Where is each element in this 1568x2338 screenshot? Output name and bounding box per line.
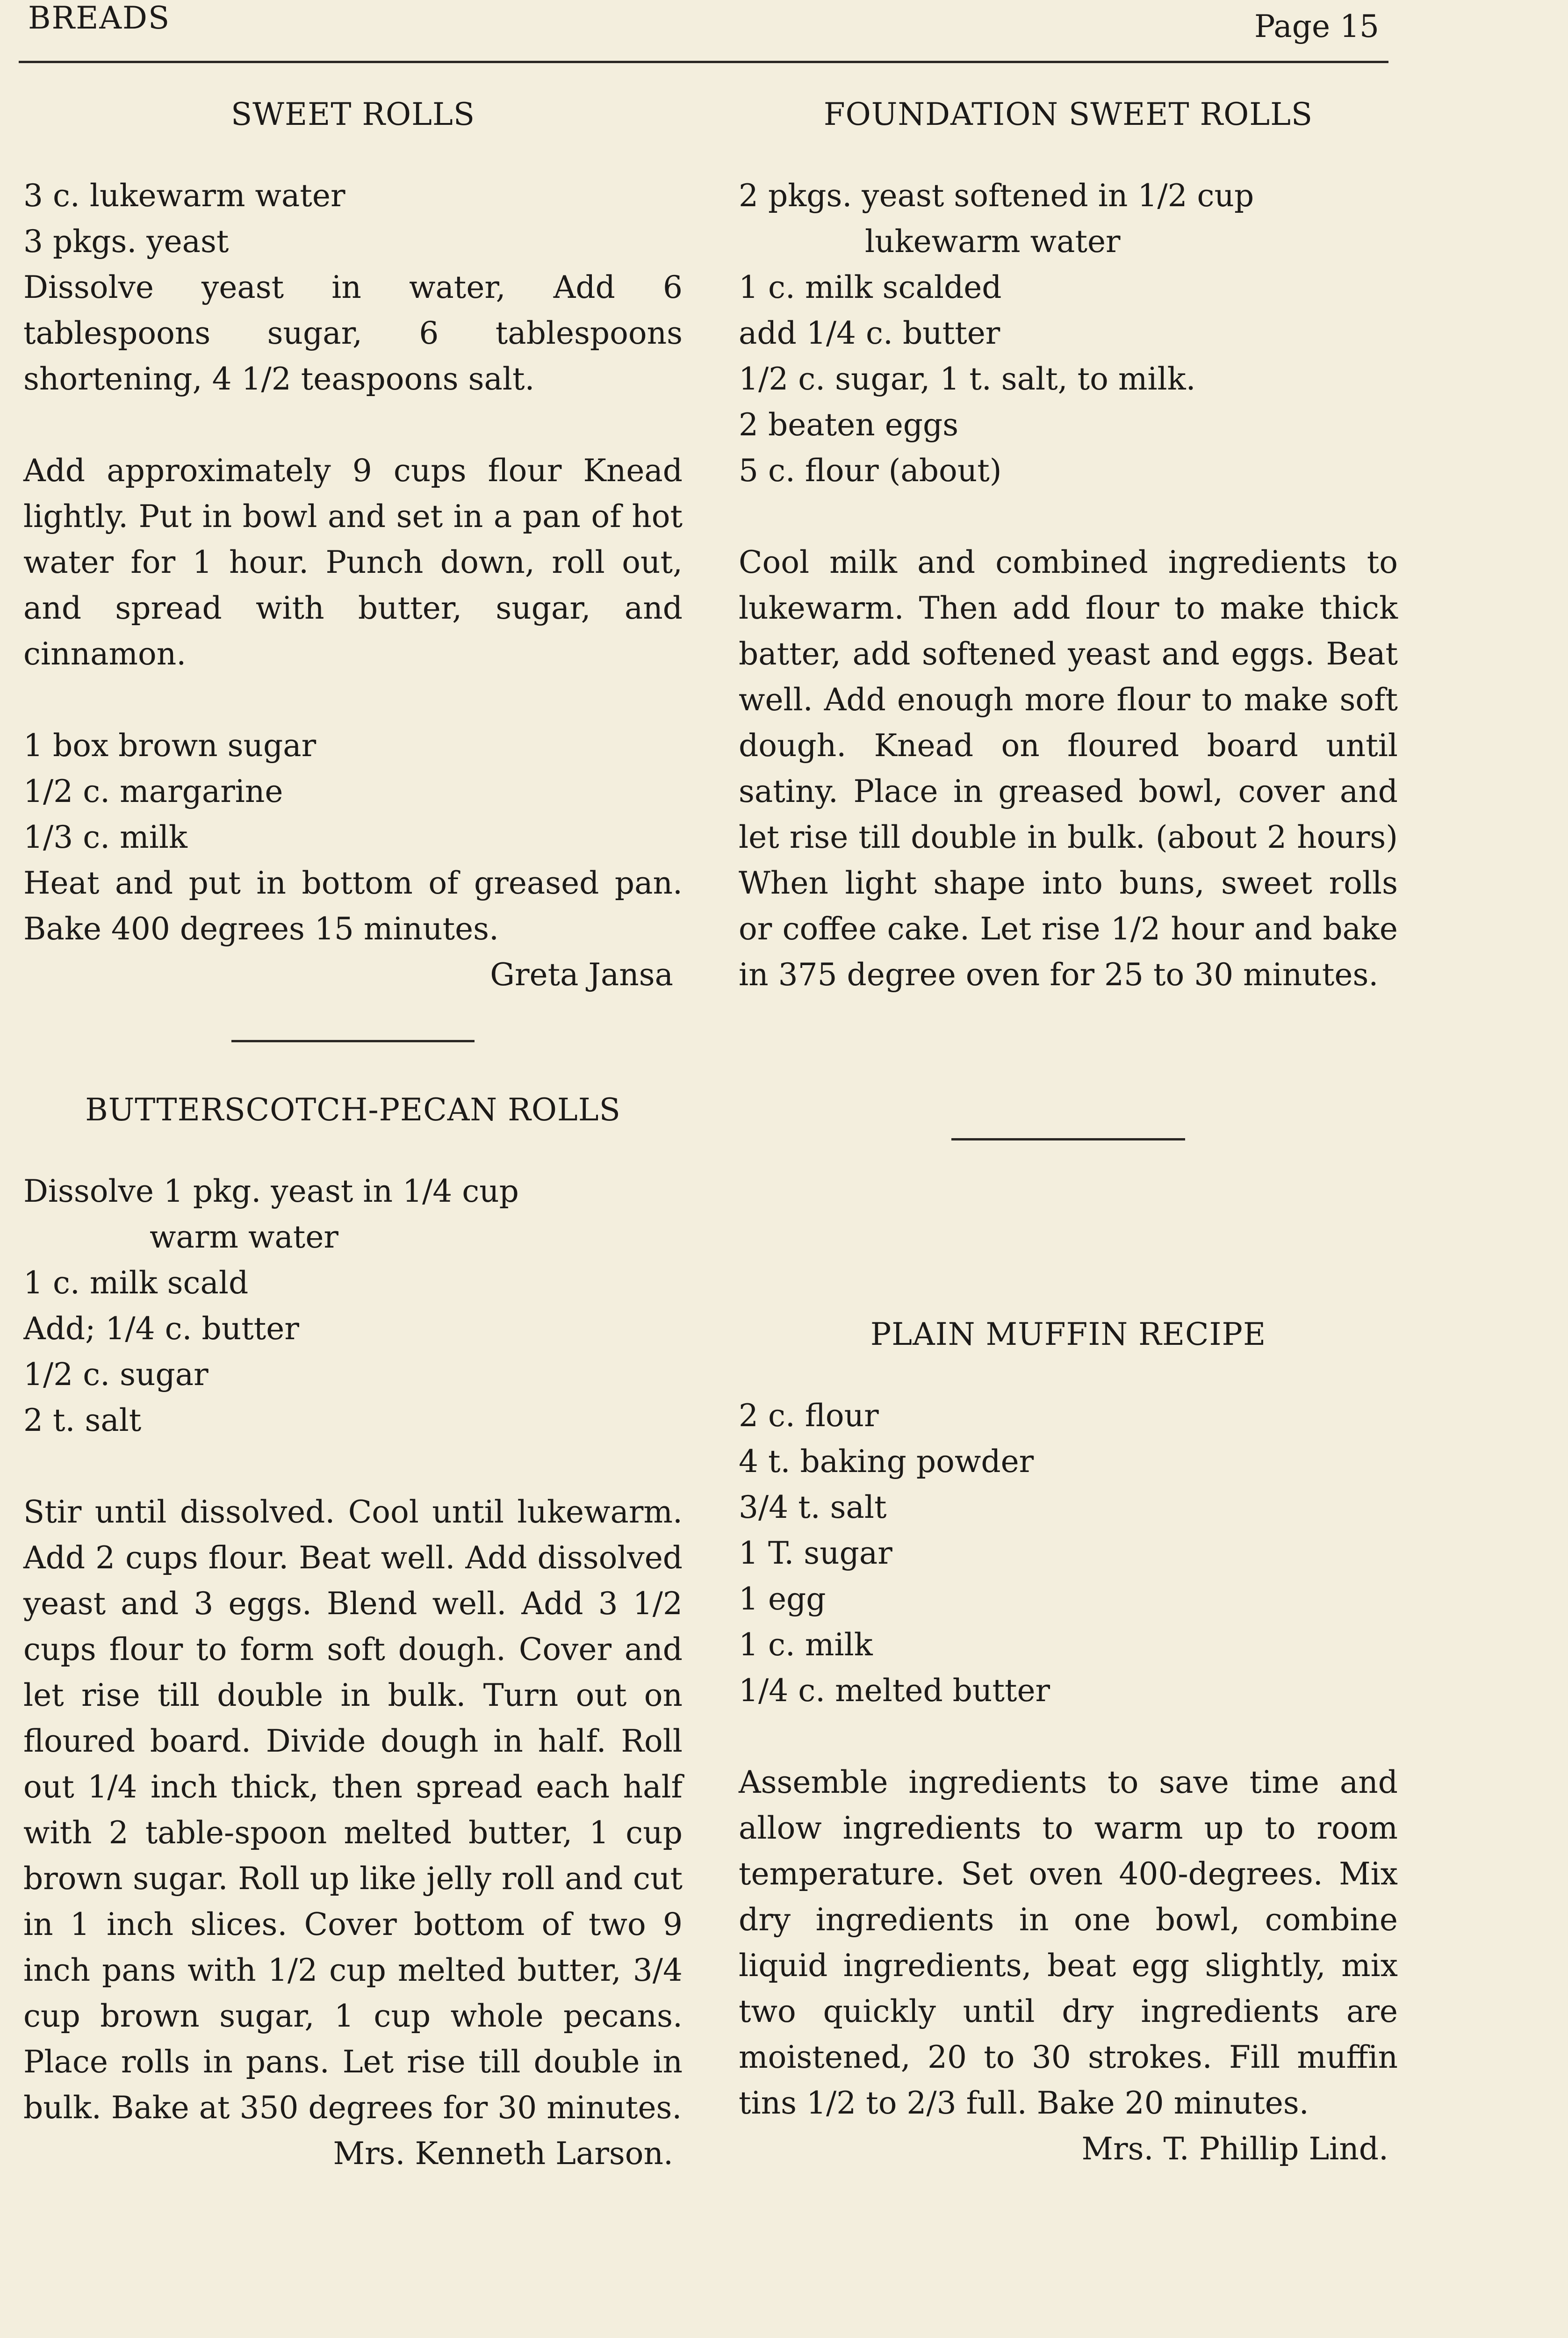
ingredient-line: 1/4 c. melted butter <box>739 1673 1050 1709</box>
instructions-paragraph: Add approximately 9 cups flour Knead lightly. Put in bowl and set in a pan of hot water for 1 hour. Punch down, roll out, and spread with butter, sugar, and cinnamon. <box>23 453 683 672</box>
ingredient-line: 1 c. milk scald <box>23 1265 249 1301</box>
ingredient-line: 1/2 c. sugar, 1 t. salt, to milk. <box>739 361 1196 397</box>
instructions-paragraph: Dissolve yeast in water, Add 6 tablespoons sugar, 6 tablespoons shortening, 4 1/2 teaspoons salt. <box>23 269 683 397</box>
ingredient-line: 1/3 c. milk <box>23 819 187 855</box>
recipe-title: FOUNDATION SWEET ROLLS <box>823 96 1313 132</box>
recipe-author: Mrs. Kenneth Larson. <box>333 2136 673 2172</box>
recipe-title: PLAIN MUFFIN RECIPE <box>870 1316 1266 1352</box>
ingredient-line: 2 beaten eggs <box>739 407 959 443</box>
ingredient-line: 2 c. flour <box>739 1398 879 1434</box>
instructions-paragraph: Heat and put in bottom of greased pan. Bake 400 degrees 15 minutes. <box>23 865 683 947</box>
left-column <box>23 89 683 2177</box>
section-title: BREADS <box>28 0 171 36</box>
ingredient-line: 1 c. milk scalded <box>739 269 1002 305</box>
ingredient-list <box>23 1169 683 1443</box>
ingredient-line: warm water <box>150 1219 338 1255</box>
recipe-author: Greta Jansa <box>490 957 673 993</box>
ingredient-line: 1 T. sugar <box>739 1535 892 1571</box>
instructions-paragraph: Stir until dissolved. Cool until lukewarm. Add 2 cups flour. Beat well. Add dissolved yeast and 3 eggs. Blend well. Add 3 1/2 cups flour to form soft dough. Cover and let rise till double in bulk. Turn out on floured board. Divide dough in half. Roll out 1/4 inch thick, then spread each half with 2 table-spoon melted butter, 1 cup brown sugar. Roll up like jelly roll and cut in 1 inch slices. Cover bottom of two 9 inch pans with 1/2 cup melted butter, 3/4 cup brown sugar, 1 cup whole pecans. Place rolls in pans. Let rise till double in bulk. Bake at 350 degrees for 30 minutes. <box>23 1494 683 2126</box>
recipe-title: SWEET ROLLS <box>230 96 475 132</box>
ingredient-line: 1/2 c. sugar <box>23 1357 209 1393</box>
section-divider <box>231 1040 475 1042</box>
right-column <box>739 89 1398 2172</box>
ingredient-line: Add; 1/4 c. butter <box>23 1311 299 1347</box>
recipe-title: BUTTERSCOTCH-PECAN ROLLS <box>85 1092 621 1128</box>
ingredient-list <box>739 1393 1398 1714</box>
page-number: Page 15 <box>1254 8 1379 44</box>
ingredient-line: 1/2 c. margarine <box>23 773 283 809</box>
page-header <box>19 0 1388 63</box>
instructions-paragraph: Assemble ingredients to save time and allow ingredients to warm up to room temperature. Set oven 400-degrees. Mix dry ingredients in one bowl, combine liquid ingredients, beat egg slightly, mix two quickly until dry ingredients are moistened, 20 to 30 strokes. Fill muffin tins 1/2 to 2/3 full. Bake 20 minutes. <box>739 1764 1398 2121</box>
ingredient-line: 3 pkgs. yeast <box>23 224 229 260</box>
ingredient-list <box>739 173 1398 494</box>
ingredient-list <box>23 173 683 265</box>
ingredient-line: 2 pkgs. yeast softened in 1/2 cup <box>739 178 1254 214</box>
ingredient-line: 3/4 t. salt <box>739 1489 887 1525</box>
topping-list <box>23 723 683 860</box>
ingredient-line: 4 t. baking powder <box>739 1443 1034 1479</box>
ingredient-line: 3 c. lukewarm water <box>23 178 345 214</box>
section-divider <box>951 1138 1185 1140</box>
recipe-author: Mrs. T. Phillip Lind. <box>1081 2131 1388 2167</box>
ingredient-line: lukewarm water <box>865 224 1121 260</box>
ingredient-line: 1 egg <box>739 1581 826 1617</box>
recipe-foundation-sweet-rolls <box>739 89 1398 998</box>
ingredient-line: 2 t. salt <box>23 1402 142 1438</box>
ingredient-line: Dissolve 1 pkg. yeast in 1/4 cup <box>23 1173 519 1209</box>
ingredient-line: add 1/4 c. butter <box>739 315 1000 351</box>
recipe-sweet-rolls <box>23 89 683 998</box>
recipe-plain-muffin <box>739 1309 1398 2172</box>
ingredient-line: 5 c. flour (about) <box>739 453 1002 489</box>
ingredient-line: 1 box brown sugar <box>23 728 316 764</box>
ingredient-line: 1 c. milk <box>739 1627 873 1663</box>
instructions-paragraph: Cool milk and combined ingredients to lukewarm. Then add flour to make thick batter, add softened yeast and eggs. Beat well. Add enough more flour to make soft dough. Knead on floured board until satiny. Place in greased bowl, cover and let rise till double in bulk. (about 2 hours) When light shape into buns, sweet rolls or coffee cake. Let rise 1/2 hour and bake in 375 degree oven for 25 to 30 minutes. <box>739 544 1398 993</box>
recipe-butterscotch-pecan-rolls <box>23 1084 683 2177</box>
